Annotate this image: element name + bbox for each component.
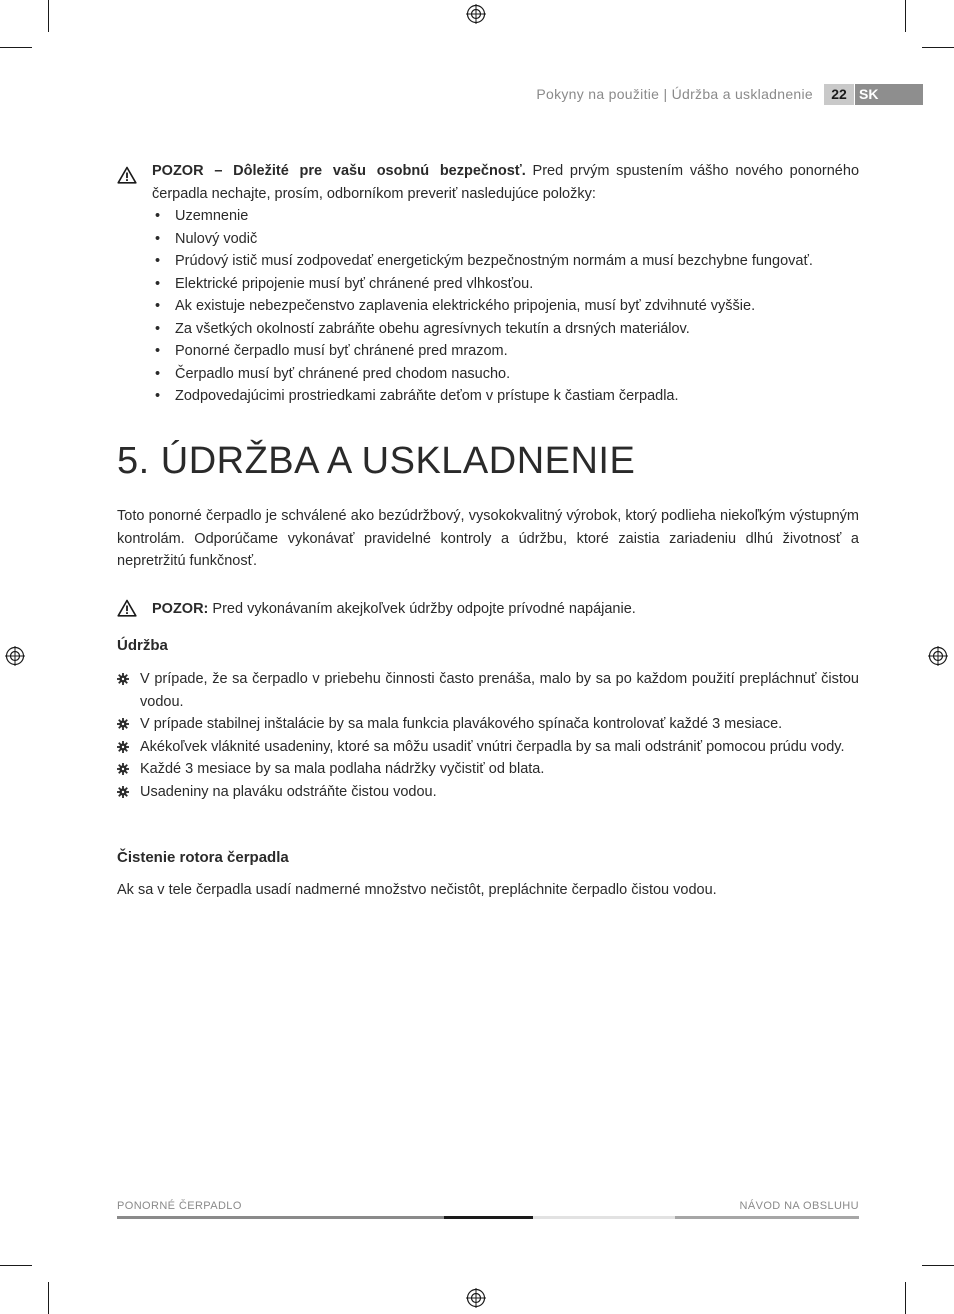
list-item: • Čerpadlo musí byť chránené pred chodom nasucho. [153, 363, 813, 386]
list-item-text: Akékoľvek vláknité usadeniny, ktoré sa môžu usadiť vnútri čerpadla by sa mali odstrániť pomocou prúdu vody. [140, 738, 845, 755]
registration-mark-icon [928, 646, 948, 666]
list-item: • Ak existuje nebezpečenstvo zaplavenia elektrického pripojenia, musí byť zdvihnuté vyššie. [153, 295, 813, 318]
warning-text: Pred vykonávaním akejkoľvek údržby odpojte prívodné napájanie. [212, 601, 636, 617]
gear-bullet-icon [117, 741, 129, 753]
list-item: • Uzemnenie [153, 205, 813, 228]
list-item [117, 668, 859, 713]
gear-bullet-icon [117, 786, 129, 798]
list-item: • Ponorné čerpadlo musí byť chránené pred mrazom. [153, 340, 813, 363]
list-item: • Nulový vodič [153, 228, 813, 251]
running-header-title: Pokyny na použitie | Údržba a uskladnenie [536, 86, 813, 102]
footer-bar [533, 1216, 675, 1219]
list-item-text: V prípade, že sa čerpadlo v priebehu činnosti často prenáša, malo by sa po každom použití prepláchnuť čistou vodou. [140, 671, 859, 710]
gear-bullet-icon [117, 673, 129, 685]
crop-mark [905, 1282, 906, 1314]
crop-mark [922, 1265, 954, 1266]
warning-label: POZOR: [152, 601, 209, 617]
crop-mark [0, 47, 32, 48]
footer-bar [675, 1216, 859, 1219]
page-number: 22 [824, 84, 854, 105]
registration-mark-icon [466, 4, 486, 24]
crop-mark [48, 0, 49, 32]
list-item-text: Usadeniny na plaváku odstráňte čistou vodou. [140, 783, 437, 800]
registration-mark-icon [466, 1288, 486, 1308]
maintenance-warning [152, 598, 859, 621]
list-item [117, 736, 859, 759]
rotor-heading: Čistenie rotora čerpadla [117, 849, 289, 866]
crop-mark [48, 1282, 49, 1314]
registration-mark-icon [5, 646, 25, 666]
gear-bullet-icon [117, 763, 129, 775]
list-item-text: V prípade stabilnej inštalácie by sa mala funkcia plavákového spínača kontrolovať každé 3 mesiace. [140, 716, 783, 732]
list-item: • Zodpovedajúcimi prostriedkami zabráňte deťom v prístupe k častiam čerpadla. [153, 385, 813, 408]
crop-mark [922, 47, 954, 48]
maintenance-list [117, 668, 859, 803]
list-item [117, 781, 859, 804]
crop-mark [0, 1265, 32, 1266]
list-item: • Elektrické pripojenie musí byť chránené pred vlhkosťou. [153, 273, 813, 296]
rotor-text: Ak sa v tele čerpadla usadí nadmerné množstvo nečistôt, prepláchnite čerpadlo čistou vodou. [117, 882, 717, 898]
safety-intro [152, 160, 859, 205]
footer-left: PONORNÉ ČERPADLO [117, 1200, 242, 1212]
crop-mark [905, 0, 906, 32]
list-item: • Za všetkých okolností zabráňte obehu agresívnych tekutín a drsných materiálov. [153, 318, 813, 341]
safety-lead-text: Pred prvým spustením vášho nového ponorného čerpadla nechajte, prosím, odborníkom preveriť nasledujúce položky: [152, 163, 860, 202]
section-title: 5. ÚDRŽBA A USKLADNENIE [117, 440, 636, 482]
footer-bar [444, 1216, 533, 1219]
footer-bar [117, 1216, 444, 1219]
maintenance-heading: Údržba [117, 637, 168, 654]
safety-lead-bold: POZOR – Dôležité pre vašu osobnú bezpečnosť. [152, 163, 526, 179]
list-item-text: Každé 3 mesiace by sa mala podlaha nádržky vyčistiť od blata. [140, 761, 545, 777]
list-item [117, 758, 859, 781]
language-tag: SK [855, 84, 923, 105]
list-item: • Prúdový istič musí zodpovedať energetickým bezpečnostným normám a musí bezchybne fungovať. [153, 250, 813, 273]
section-intro: Toto ponorné čerpadlo je schválené ako bezúdržbový, vysokokvalitný výrobok, ktorý podlieha niekoľkým výstupným kontrolám. Odporúčame vykonávať pravidelné kontroly a údržbu, ktoré zaistia zariadeniu dlhú životnosť a nepretržitú funkčnosť. [117, 508, 859, 569]
safety-checklist [153, 205, 813, 408]
warning-triangle-icon [117, 599, 137, 617]
footer-right: NÁVOD NA OBSLUHU [739, 1200, 859, 1212]
list-item [117, 713, 859, 736]
gear-bullet-icon [117, 718, 129, 730]
warning-triangle-icon [117, 166, 137, 184]
